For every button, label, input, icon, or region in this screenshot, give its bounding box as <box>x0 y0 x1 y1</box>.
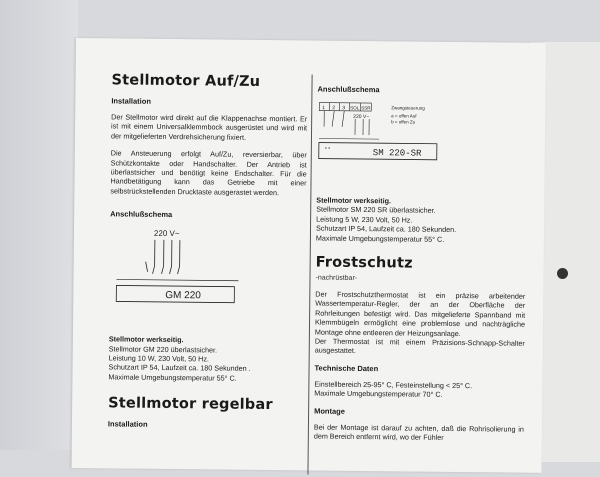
spec-title: Stellmotor werkseitig. <box>109 335 305 346</box>
section-title: Stellmotor Auf/Zu <box>111 72 307 90</box>
frost-paragraph-2: Der Thermostat ist mit einem Präzisions-Schnapp-Schalter ausgestattet. <box>315 337 525 358</box>
install-heading: Installation <box>111 96 307 107</box>
tech-block <box>314 379 524 400</box>
terminal-label: 2 <box>332 105 335 111</box>
section-title-2: Stellmotor regelbar <box>108 396 304 414</box>
punch-hole <box>557 268 568 279</box>
frost-paragraph: Der Frostschutzthermostat ist ein präzise arbeitender Wassertemperatur-Regler, der an der Oberfläche der Rohrleitungen befestigt wird. Das mitgelieferte Spannband mit Klemmbügeln ermöglicht eine problemlose und nachträgliche Montage ohne entleeren der Heizungsanlage. <box>315 290 525 339</box>
terminal-label: 3 <box>342 105 345 111</box>
spec-line: Maximale Umgebungstemperatur 55° C. <box>108 372 304 383</box>
spec-line: Stellmotor GM 220 überlastsicher. <box>109 344 305 355</box>
control-paragraph: Die Ansteuerung erfolgt Auf/Zu, reversierbar, über Schützkontakte oder Handschalter. Der Antrieb ist überlastsicher und benötigt keine Endschalter. Für die Handbetätigung kann das Getriebe mit einer selbstrückstellenden Drucktaste ausgerastet werden. <box>110 149 306 198</box>
tech-line: Maximale Umgebungstemperatur 70° C. <box>314 389 524 401</box>
schema-heading: Anschlußschema <box>110 210 306 221</box>
spec-line: Schutzart IP 54, Laufzeit ca. 180 Sekunden. <box>316 224 526 236</box>
mount-paragraph: Bei der Montage ist darauf zu achten, daß die Rohrisolierung in dem Bereich entfernt wird, wo der Fühler <box>314 422 524 443</box>
terminal-label: SSR <box>361 105 371 110</box>
wiring-diagram-sm220 <box>316 101 527 188</box>
column-divider <box>307 74 312 474</box>
background-surface <box>0 0 78 450</box>
diagram-voltage-label: 220 V~ <box>353 114 369 120</box>
diagram-legend-line: b = offen Zu <box>391 119 416 124</box>
spec-block <box>316 196 526 245</box>
tech-line: Einstellbereich 25-95° C, Festeinstellung < 25° C. <box>314 379 524 391</box>
terminal-label: SOL <box>350 105 360 110</box>
spec-line: Maximale Umgebungstemperatur 55° C. <box>316 233 526 245</box>
install-paragraph: Der Stellmotor wird direkt auf die Klappenachse montiert. Er ist mit einem Universalklemmbock ausgerüstet und wird mit der mitgelieferten Verdrehsicherung fixiert. <box>111 112 307 142</box>
diagram-legend-line: a = offen Auf <box>391 113 417 118</box>
spec-title: Stellmotor werkseitig. <box>316 196 526 208</box>
left-column <box>108 72 308 437</box>
terminal-label: 1 <box>322 105 325 111</box>
mount-heading: Montage <box>314 406 524 417</box>
tech-heading: Technische Daten <box>315 363 525 374</box>
diagram-legend-title: Zwangsteuerung <box>391 105 425 110</box>
spec-line: Leistung 10 W, 230 Volt, 50 Hz. <box>109 353 305 364</box>
diagram-model-label: GM 220 <box>165 290 201 301</box>
frost-title: Frostschutz <box>316 255 526 273</box>
spec-line: Leistung 5 W, 230 Volt, 50 Hz. <box>316 214 526 226</box>
diagram-model-label: SM 220-SR <box>373 148 422 159</box>
frost-subtitle: -nachrüstbar- <box>315 275 525 284</box>
schema-heading: Anschlußschema <box>317 85 527 96</box>
diagram-voltage-label: 220 V~ <box>154 229 180 238</box>
wiring-diagram-gm220 <box>113 226 306 323</box>
spec-line: Schutzart IP 54, Laufzeit ca. 180 Sekunden . <box>109 363 305 374</box>
document-page <box>71 38 545 473</box>
spec-line: Stellmotor SM 220 SR überlastsicher. <box>316 205 526 217</box>
spec-block <box>108 335 304 384</box>
install-heading-2: Installation <box>108 420 304 431</box>
right-column <box>314 85 528 452</box>
svg-text:* *: * * <box>325 147 330 153</box>
